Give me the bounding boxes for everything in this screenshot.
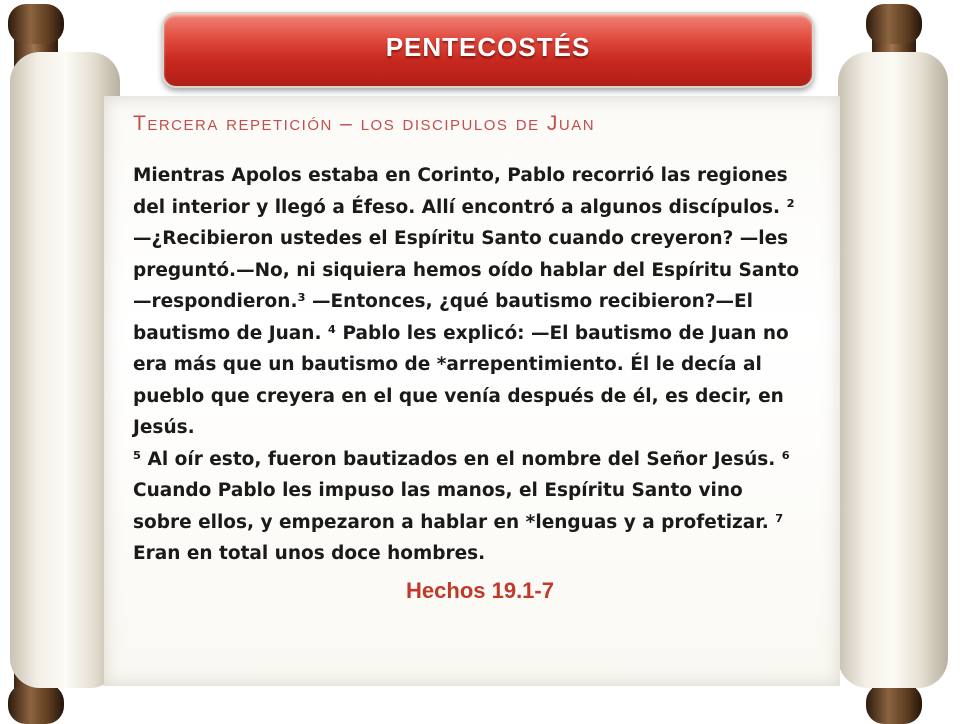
title-banner [162, 12, 814, 88]
bible-citation: Hechos 19.1-7 [406, 578, 554, 603]
section-subtitle: Tercera repetición – los discipulos de Juan [133, 112, 596, 135]
page-title: PENTECOSTÉS [385, 32, 591, 62]
right-rod-bottom-cap [866, 684, 922, 724]
scripture-paragraph: ⁵ Al oír esto, fueron bautizados en el nombre del Señor Jesús. ⁶ Cuando Pablo les impuso las manos, el Espíritu Santo vino sobre ellos, y empezaron a hablar en *lenguas y a profetizar. ⁷ Eran en total unos doce hombres. [133, 448, 790, 564]
scripture-text [133, 160, 803, 570]
right-rod-top-cap [866, 4, 922, 44]
scripture-paragraph: Mientras Apolos estaba en Corinto, Pablo recorrió las regiones del interior y llegó a Éfeso. Allí encontró a algunos discípulos. ² —¿Recibieron ustedes el Espíritu Santo cuando creyeron? —les preguntó.—No, ni siquiera hemos oído hablar del Espíritu Santo —respondieron.³ —Entonces, ¿qué bautismo recibieron?—El bautismo de Juan. ⁴ Pablo les explicó: —El bautismo de Juan no era más que un bautismo de *arrepentimiento. Él le decía al pueblo que creyera en el que venía después de él, es decir, en Jesús. [133, 165, 800, 438]
left-rod-top-cap [8, 4, 64, 44]
left-rod-bottom-cap [8, 684, 64, 724]
